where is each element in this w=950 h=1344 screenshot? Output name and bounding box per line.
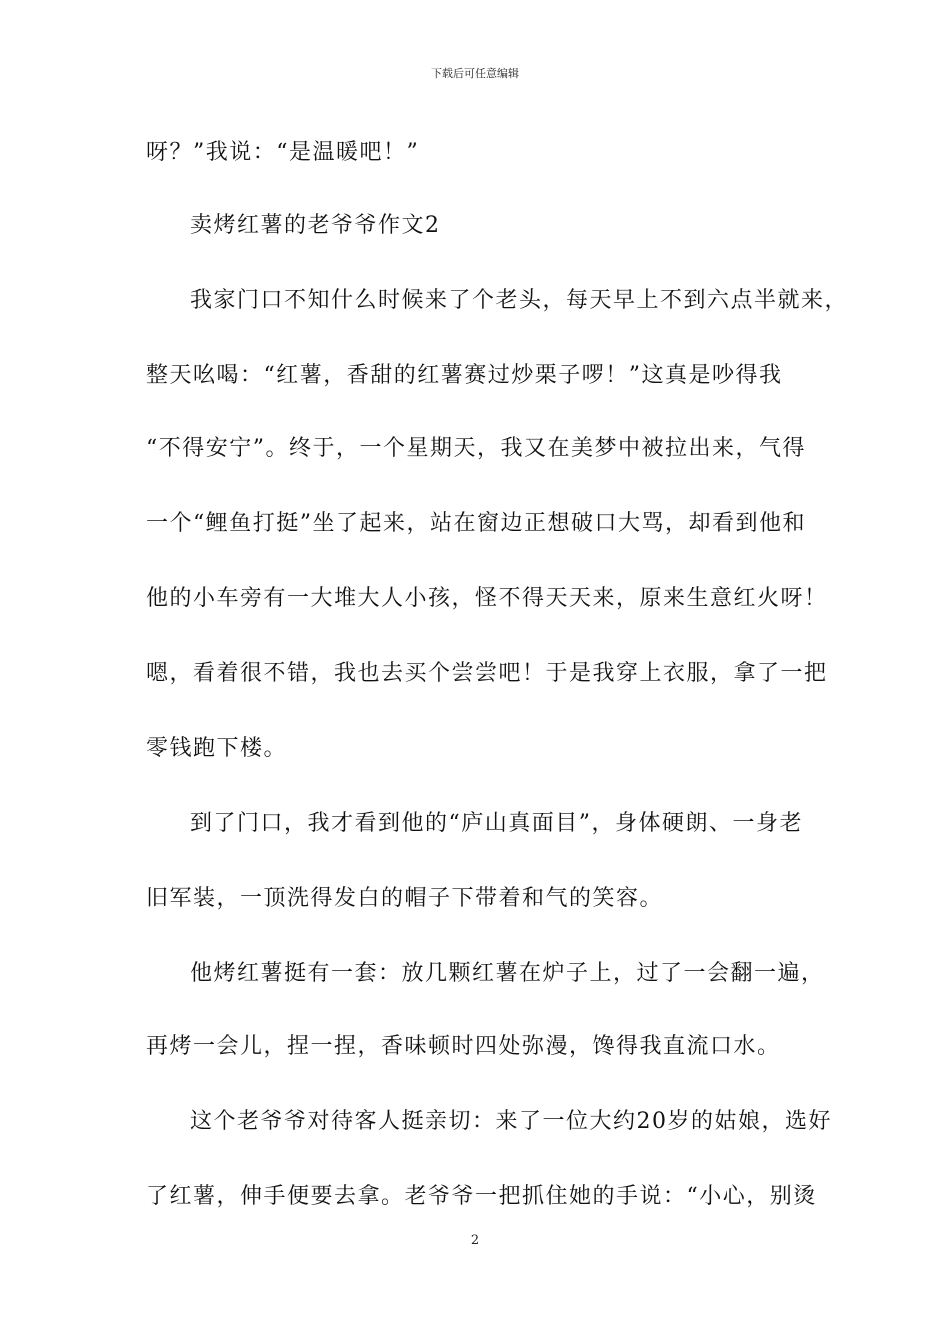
text-line: 他的小车旁有一大堆大人小孩，怪不得天天来，原来生意红火呀！ (146, 586, 828, 611)
text-line: 再烤一会儿，捏一捏，香味顿时四处弥漫，馋得我直流口水。 (146, 1034, 781, 1059)
text-line: 呀？”我说：“是温暖吧！” (146, 140, 420, 165)
text-line: 整天吆喝：“红薯，香甜的红薯赛过炒栗子啰！”这真是吵得我 (146, 363, 783, 388)
text-line: 他烤红薯挺有一套：放几颗红薯在炉子上，过了一会翻一遍， (190, 961, 825, 986)
text-line: 这个老爷爷对待客人挺亲切：来了一位大约20岁的姑娘，选好 (190, 1109, 832, 1134)
text-line: 了红薯，伸手便要去拿。老爷爷一把抓住她的手说：“小心，别烫 (146, 1184, 817, 1209)
text-line: 嗯，看着很不错，我也去买个尝尝吧！于是我穿上衣服，拿了一把 (146, 661, 828, 686)
text-line: 我家门口不知什么时候来了个老头，每天早上不到六点半就来， (190, 288, 849, 313)
text-line: 到了门口，我才看到他的“庐山真面目”，身体硬朗、一身老 (190, 811, 803, 836)
text-line: 零钱跑下楼。 (146, 736, 288, 761)
page-number: 2 (470, 1233, 480, 1248)
page-header: 下载后可任意编辑 (431, 67, 519, 80)
text-line: 旧军装，一顶洗得发白的帽子下带着和气的笑容。 (146, 886, 664, 911)
essay-title: 卖烤红薯的老爷爷作文2 (190, 213, 441, 238)
text-line: 一个“鲤鱼打挺”坐了起来，站在窗边正想破口大骂，却看到他和 (146, 511, 806, 536)
text-line: “不得安宁”。终于，一个星期天，我又在美梦中被拉出来，气得 (146, 436, 806, 461)
